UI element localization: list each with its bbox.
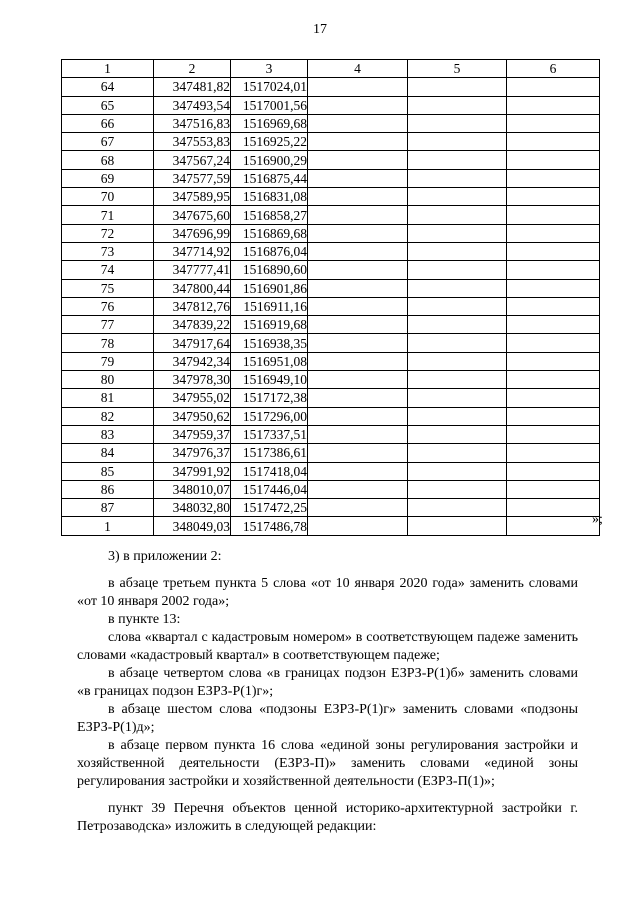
table-row: [62, 169, 600, 187]
table-row: [62, 151, 600, 169]
empty-cell: [507, 206, 600, 224]
y-coordinate-cell: 1517337,51: [231, 425, 308, 443]
point-number-cell: 77: [62, 316, 154, 334]
empty-cell: [308, 297, 408, 315]
y-coordinate-cell: 1517296,00: [231, 407, 308, 425]
amendment-text: [77, 548, 578, 836]
y-coordinate-cell: 1516831,08: [231, 188, 308, 206]
empty-cell: [507, 316, 600, 334]
empty-cell: [308, 169, 408, 187]
empty-cell: [308, 480, 408, 498]
x-coordinate-cell: 347959,37: [154, 425, 231, 443]
x-coordinate-cell: 347812,76: [154, 297, 231, 315]
table-row: [62, 334, 600, 352]
empty-cell: [507, 425, 600, 443]
column-header: 5: [408, 60, 507, 78]
empty-cell: [308, 114, 408, 132]
x-coordinate-cell: 347917,64: [154, 334, 231, 352]
y-coordinate-cell: 1516969,68: [231, 114, 308, 132]
y-coordinate-cell: 1517172,38: [231, 389, 308, 407]
point-number-cell: 86: [62, 480, 154, 498]
empty-cell: [308, 188, 408, 206]
empty-cell: [507, 169, 600, 187]
empty-cell: [507, 151, 600, 169]
y-coordinate-cell: 1516949,10: [231, 371, 308, 389]
table-row: [62, 242, 600, 260]
table-row: [62, 114, 600, 132]
point-number-cell: 70: [62, 188, 154, 206]
empty-cell: [507, 297, 600, 315]
empty-cell: [308, 334, 408, 352]
empty-cell: [408, 352, 507, 370]
point-number-cell: 68: [62, 151, 154, 169]
empty-cell: [308, 352, 408, 370]
header-row: [62, 60, 600, 78]
point-number-cell: 80: [62, 371, 154, 389]
empty-cell: [408, 499, 507, 517]
y-coordinate-cell: 1516951,08: [231, 352, 308, 370]
column-header: 1: [62, 60, 154, 78]
y-coordinate-cell: 1517446,04: [231, 480, 308, 498]
x-coordinate-cell: 348010,07: [154, 480, 231, 498]
empty-cell: [507, 224, 600, 242]
table-row: [62, 371, 600, 389]
empty-cell: [507, 352, 600, 370]
paragraph: в абзаце четвертом слова «в границах подзон ЕЗРЗ-Р(1)б» заменить словами «в границах подзон ЕЗРЗ-Р(1)г»;: [77, 666, 578, 699]
empty-cell: [408, 261, 507, 279]
table-header: [62, 60, 600, 78]
x-coordinate-cell: 347553,83: [154, 133, 231, 151]
empty-cell: [408, 462, 507, 480]
empty-cell: [408, 297, 507, 315]
empty-cell: [308, 389, 408, 407]
point-number-cell: 85: [62, 462, 154, 480]
column-header: 6: [507, 60, 600, 78]
empty-cell: [408, 407, 507, 425]
x-coordinate-cell: 347493,54: [154, 96, 231, 114]
x-coordinate-cell: 347976,37: [154, 444, 231, 462]
empty-cell: [308, 242, 408, 260]
table-row: [62, 407, 600, 425]
table-row: [62, 78, 600, 96]
empty-cell: [507, 78, 600, 96]
table-row: [62, 133, 600, 151]
point-number-cell: 81: [62, 389, 154, 407]
y-coordinate-cell: 1516938,35: [231, 334, 308, 352]
y-coordinate-cell: 1516890,60: [231, 261, 308, 279]
paragraph: в абзаце третьем пункта 5 слова «от 10 января 2020 года» заменить словами «от 10 января 2002 года»;: [77, 576, 578, 609]
y-coordinate-cell: 1516858,27: [231, 206, 308, 224]
x-coordinate-cell: 347714,92: [154, 242, 231, 260]
y-coordinate-cell: 1517472,25: [231, 499, 308, 517]
y-coordinate-cell: 1516919,68: [231, 316, 308, 334]
paragraph: 3) в приложении 2:: [108, 549, 222, 564]
empty-cell: [308, 407, 408, 425]
empty-cell: [507, 499, 600, 517]
point-number-cell: 65: [62, 96, 154, 114]
empty-cell: [308, 96, 408, 114]
x-coordinate-cell: 347481,82: [154, 78, 231, 96]
table-row: [62, 389, 600, 407]
table-row: [62, 224, 600, 242]
empty-cell: [308, 444, 408, 462]
x-coordinate-cell: 348049,03: [154, 517, 231, 535]
table-row: [62, 279, 600, 297]
paragraph: в абзаце шестом слова «подзоны ЕЗРЗ-Р(1)г» заменить словами «подзоны ЕЗРЗ-Р(1)д»;: [77, 702, 578, 735]
y-coordinate-cell: 1516901,86: [231, 279, 308, 297]
table-row: [62, 188, 600, 206]
empty-cell: [507, 444, 600, 462]
y-coordinate-cell: 1516869,68: [231, 224, 308, 242]
empty-cell: [408, 96, 507, 114]
empty-cell: [408, 334, 507, 352]
table-row: [62, 480, 600, 498]
table-row: [62, 444, 600, 462]
x-coordinate-cell: 347991,92: [154, 462, 231, 480]
empty-cell: [408, 78, 507, 96]
y-coordinate-cell: 1517024,01: [231, 78, 308, 96]
empty-cell: [308, 78, 408, 96]
table-row: [62, 425, 600, 443]
y-coordinate-cell: 1516925,22: [231, 133, 308, 151]
table-row: [62, 297, 600, 315]
y-coordinate-cell: 1517386,61: [231, 444, 308, 462]
table-row: [62, 261, 600, 279]
y-coordinate-cell: 1516900,29: [231, 151, 308, 169]
point-number-cell: 79: [62, 352, 154, 370]
x-coordinate-cell: 347839,22: [154, 316, 231, 334]
paragraph: слова «квартал с кадастровым номером» в соответствующем падеже заменить словами «кадастровый квартал» в соответствующем падеже;: [77, 630, 578, 663]
empty-cell: [308, 261, 408, 279]
table-row: [62, 462, 600, 480]
empty-cell: [507, 371, 600, 389]
point-number-cell: 66: [62, 114, 154, 132]
paragraph: пункт 39 Перечня объектов ценной историко-архитектурной застройки г. Петрозаводска» изложить в следующей редакции:: [77, 801, 578, 834]
empty-cell: [308, 224, 408, 242]
empty-cell: [507, 480, 600, 498]
empty-cell: [308, 462, 408, 480]
empty-cell: [507, 407, 600, 425]
point-number-cell: 78: [62, 334, 154, 352]
table-row: [62, 499, 600, 517]
point-number-cell: 1: [62, 517, 154, 535]
empty-cell: [408, 151, 507, 169]
empty-cell: [408, 480, 507, 498]
empty-cell: [408, 206, 507, 224]
empty-cell: [308, 206, 408, 224]
empty-cell: [308, 316, 408, 334]
empty-cell: [408, 517, 507, 535]
empty-cell: [408, 279, 507, 297]
empty-cell: [408, 425, 507, 443]
point-number-cell: 72: [62, 224, 154, 242]
empty-cell: [507, 133, 600, 151]
table-body: [62, 78, 600, 535]
x-coordinate-cell: 347800,44: [154, 279, 231, 297]
table-row: [62, 206, 600, 224]
point-number-cell: 71: [62, 206, 154, 224]
page-number: 17: [313, 22, 327, 37]
empty-cell: [507, 334, 600, 352]
empty-cell: [308, 371, 408, 389]
x-coordinate-cell: 347577,59: [154, 169, 231, 187]
empty-cell: [308, 499, 408, 517]
x-coordinate-cell: 347696,99: [154, 224, 231, 242]
x-coordinate-cell: 347942,34: [154, 352, 231, 370]
closing-quote-mark: »;: [592, 512, 603, 527]
empty-cell: [408, 316, 507, 334]
paragraph: в абзаце первом пункта 16 слова «единой зоны регулирования застройки и хозяйственной деятельности (ЕЗРЗ-П)» заменить словами «единой зоны регулирования застройки и хозяйственной деятельности (ЕЗРЗ-П(1)»;: [77, 738, 578, 789]
empty-cell: [408, 133, 507, 151]
point-number-cell: 73: [62, 242, 154, 260]
empty-cell: [408, 114, 507, 132]
y-coordinate-cell: 1517418,04: [231, 462, 308, 480]
empty-cell: [408, 224, 507, 242]
point-number-cell: 76: [62, 297, 154, 315]
point-number-cell: 82: [62, 407, 154, 425]
empty-cell: [308, 133, 408, 151]
empty-cell: [507, 279, 600, 297]
point-number-cell: 75: [62, 279, 154, 297]
table-row: [62, 352, 600, 370]
point-number-cell: 69: [62, 169, 154, 187]
y-coordinate-cell: 1516875,44: [231, 169, 308, 187]
coordinates-table: [61, 59, 600, 536]
table-row: [62, 96, 600, 114]
empty-cell: [507, 242, 600, 260]
empty-cell: [507, 517, 600, 535]
empty-cell: [308, 425, 408, 443]
x-coordinate-cell: 347950,62: [154, 407, 231, 425]
table-row: [62, 316, 600, 334]
table-row: [62, 517, 600, 535]
y-coordinate-cell: 1517486,78: [231, 517, 308, 535]
y-coordinate-cell: 1516911,16: [231, 297, 308, 315]
empty-cell: [308, 151, 408, 169]
column-header: 3: [231, 60, 308, 78]
point-number-cell: 74: [62, 261, 154, 279]
empty-cell: [507, 96, 600, 114]
point-number-cell: 84: [62, 444, 154, 462]
empty-cell: [408, 242, 507, 260]
empty-cell: [507, 261, 600, 279]
y-coordinate-cell: 1516876,04: [231, 242, 308, 260]
point-number-cell: 64: [62, 78, 154, 96]
x-coordinate-cell: 348032,80: [154, 499, 231, 517]
y-coordinate-cell: 1517001,56: [231, 96, 308, 114]
x-coordinate-cell: 347516,83: [154, 114, 231, 132]
column-header: 4: [308, 60, 408, 78]
point-number-cell: 67: [62, 133, 154, 151]
x-coordinate-cell: 347978,30: [154, 371, 231, 389]
empty-cell: [408, 169, 507, 187]
point-number-cell: 87: [62, 499, 154, 517]
empty-cell: [408, 444, 507, 462]
paragraph: в пункте 13:: [108, 612, 181, 627]
empty-cell: [507, 389, 600, 407]
x-coordinate-cell: 347589,95: [154, 188, 231, 206]
empty-cell: [308, 517, 408, 535]
empty-cell: [408, 371, 507, 389]
empty-cell: [507, 114, 600, 132]
x-coordinate-cell: 347567,24: [154, 151, 231, 169]
x-coordinate-cell: 347675,60: [154, 206, 231, 224]
empty-cell: [507, 462, 600, 480]
empty-cell: [507, 188, 600, 206]
point-number-cell: 83: [62, 425, 154, 443]
empty-cell: [408, 188, 507, 206]
column-header: 2: [154, 60, 231, 78]
x-coordinate-cell: 347777,41: [154, 261, 231, 279]
empty-cell: [408, 389, 507, 407]
x-coordinate-cell: 347955,02: [154, 389, 231, 407]
empty-cell: [308, 279, 408, 297]
